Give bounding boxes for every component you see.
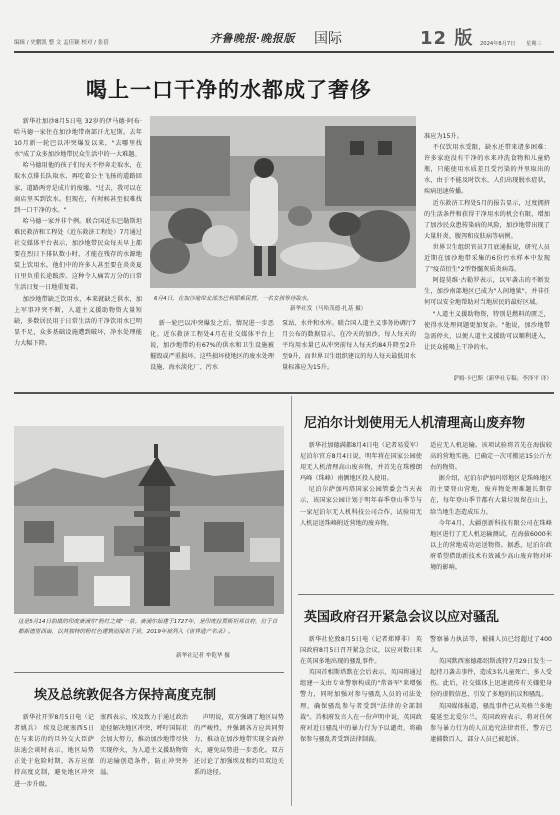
paragraph: 新华社加沙8月5日电 32岁的伊马德·阿布·哈马德一家住在加沙地带南部汗尤尼斯。去年10月新一轮巴以冲突爆发以来，"去哪里找水"成了众多加沙地带民众生活中的一大难题。 (14, 118, 142, 159)
photo-illustration (150, 116, 416, 288)
article1-column-left (14, 116, 142, 348)
paragraph: 英国媒体报道，骚乱事件已从英格兰多地蔓延至北爱尔兰。英国政府表示，将对任何参与暴力行为的人员追究法律责任，警方已逮捕数百人，部分人员已被起诉。 (430, 702, 552, 743)
paragraph: 今年4月，大疆创新科技有限公司在珠峰地区进行了无人机运输测试，在海拔6000米以上的营地成功运送物资。据悉，尼泊尔政府希望借助新技术有效减少高山废弃物对环境的影响。 (430, 519, 552, 572)
article4-column-1 (14, 712, 94, 810)
photo2-caption (18, 617, 280, 637)
paragraph: 新华社开罗8月5日电（记者姚兵） 埃及总统塞西5日在与来访的约旦外交大臣萨法迪会谈时表示，地区局势正处于危险时期，各方应保持高度克制，避免地区冲突进一步升级。 (14, 714, 94, 788)
article1-bottom-right (282, 318, 416, 378)
article1-column-right (424, 131, 550, 374)
issue-weekday: 星期三 (526, 41, 542, 47)
paragraph: 哈马德用他的孩子们每天不停奔走取水，在取水点排长队取水，再吃着公主飞扬的道路回家，道路两旁是成片的废墟。"过去，我可以在商店里买到饮水。但现在，有时候甚至很难找到一口干净的水。" (14, 162, 142, 214)
column-divider (291, 396, 292, 806)
paragraph: 新一轮巴以冲突爆发之后，情况进一步恶化。近东救济工程处4月在社交媒体平台上说，加沙地带约有67%的供水和卫生设施被摧毁或严重损坏。这些损坏使地区的废水处理设施、海水淡化厂、污水 (150, 320, 274, 372)
paragraph: 世界卫生组织官员7月底通报说，研究人员近期在加沙地带采集的6份污水样本中发现了"疫苗衍生"2型脊髓灰质炎病毒。 (424, 243, 550, 274)
photo1-credit: 新华社发（马哈茂德·扎基 摄） (290, 306, 367, 312)
article2-column-left (300, 440, 422, 580)
photo2-caption-text: 这是5月14日拍摄的印度斋浦尔"粉红之城"一景。斋浦尔始建于1727年，是印度拉贾斯坦邦首府，位于首都新德里西南，以其独特的粉红色建筑而闻名于世，2019年被列入《世界遗产名录》。 (18, 619, 278, 635)
paragraph: 英国默西塞德郡绍斯波特7月29日发生一起持刀袭击事件，造成3名儿童死亡、多人受伤。此后，社交媒体上迅速流传有关嫌犯身份的虚假信息，引发了多地的抗议和骚乱。 (430, 658, 552, 699)
header-staff: 编辑 / 史鹏凯 整 文 孟佳颖 校对 / 张蓓 (14, 40, 109, 46)
page-number: 12 版 (420, 28, 474, 49)
paragraph: 加沙地带缺乏饮用水，本来就缺乏供水，加上军事冲突不断，人道主义援助物资大量短缺，多数居民用于日常生活的干净饮用水已明显不足，众多基础设施遭到破坏，净水处理能力大幅下降。 (14, 295, 142, 347)
paragraph: 英国首相斯塔默在会后表示，英国将通过组建一支由专业警察构成的"常备军"来增强警力，同时加强对参与骚乱人员的司法处理，确保骚乱参与者受到"法律的全部制裁"。首相府发言人在一份声明中说，英国政府对近日骚乱中的暴力行为予以谴责，将确保参与骚乱者受到法律制裁。 (300, 669, 422, 743)
paragraph: 警察暴力执法等，被捕人员已经超过了400人。 (430, 636, 552, 655)
paragraph: 泵站、水井和水库。联合国人道主义事务协调厅7月公布的数据显示，在冷天的加沙，每人每天的平均用水量已从冲突前每人每天约84升降至2升至9升，而世界卫生组织建议的每人每天最低用水量标准应为15升。 (282, 320, 416, 372)
paragraph: 准应为15升。 (424, 133, 463, 140)
article1-bottom-left (150, 318, 274, 378)
gaza-girl-water-photo (150, 116, 416, 288)
article1-byline: 萨姆·卡巴斯（新华社专稿；李泽平 译） (453, 376, 552, 382)
article4-column-2 (100, 712, 188, 810)
paragraph: 声明说，双方强调了地区局势的严峻性，并强调各方应共同努力，推动在加沙地带实现全面停火，避免局势进一步恶化。双方还讨论了加强埃及和约旦双边关系的途径。 (194, 714, 284, 777)
masthead-logo: 齐鲁晚报·晚报版 (210, 32, 295, 45)
issue-date: 2024年8月7日 (480, 41, 516, 47)
headline-nepal-drones: 尼泊尔计划使用无人机清理高山废弃物 (304, 416, 526, 431)
article3-column-right (430, 634, 552, 812)
paragraph: 新华社加德满都8月4日电（记者易爱军） 尼泊尔官方8月4日说，明年将在国家公园使用无人机清理高山废弃物，并首先在珠穆朗玛峰（珠峰）南侧地区投入使用。 (300, 442, 422, 483)
paragraph: 据介绍，尼泊尔萨加玛塔地区是珠峰地区的主要登山营地，废弃物处理难题长期存在，每年登山季节都有大量垃圾留在山上，给当地生态造成压力。 (430, 475, 552, 516)
paragraph: 尼泊尔萨加玛塔国家公园管委会当天表示，该国家公园计划于明年春季登山季节与一家尼泊尔无人机科技公司合作，试验用无人机运送珠峰附近营地的废弃物。 (300, 486, 422, 527)
section-title: 国际 (314, 31, 342, 47)
paragraph: "人道主义援助物资，特别是燃料的匮乏，使得水处理问题更加复杂。"他说，加沙地带急需停火，以便人道主义援助可以顺利进入，让民众能喝上干净的水。 (424, 310, 550, 351)
paragraph: 哈马德一家并非个例。联合国近东巴勒斯坦难民救济和工程处（近东救济工程处）7月通过社交媒体平台表示，加沙地带民众每天早上都要在烈日下排队数小时，才能在残存的水源地装上饮用水，他们中的许多人甚至要在炎炎夏日里负重长途跋涉。这种令人痛苦万分的日常生活日复一日地重复着。 (14, 217, 142, 292)
paragraph: 阿提莫维·古勒罗表示，以军袭击的不断发生，加沙南部地区已成为"人间地狱"，并非任何可以安全地帮助对当地居民的最好区域。 (424, 277, 550, 307)
headline-gaza-water: 喝上一口干净的水都成了奢侈 (86, 77, 372, 102)
photo1-caption-text: 6月4日，在加沙地带北部杰巴利耶难民营，一名女孩等待取水。 (154, 296, 313, 302)
photo2-credit: 新华社记者 牟乾华 摄 (176, 653, 230, 659)
section-rule (14, 392, 554, 394)
article3-column-left (300, 634, 422, 812)
paragraph: 近东救济工程处5月的报告显示，过度拥挤的生活条件和获得干净用水的机会有限，增加了加沙民众患传染病的风险，加沙地带出现了大量肝炎、腹泻和皮肤病等病例。 (424, 199, 550, 240)
article4-column-3 (194, 712, 284, 810)
paragraph: 新华社伦敦8月5日电（记者郑博非） 英国政府8月5日召开紧急会议，以应对数日来在英国多地出现的骚乱事件。 (300, 636, 422, 666)
article2-column-right (430, 440, 552, 580)
article-rule (298, 594, 554, 595)
header-rule (14, 51, 554, 53)
headline-uk-riots: 英国政府召开紧急会议以应对骚乱 (304, 610, 500, 625)
paragraph: 塞西表示，埃及致力于通过政治途径解决地区冲突，呼吁国际社会加大努力，推动加沙地带尽快实现停火，为人道主义援助物资的运输创造条件，防止冲突外溢。 (100, 714, 188, 777)
article-rule (14, 672, 284, 673)
paragraph: 适应无人机运输。该项试验将首先在海拔较高的营地实施，已确定一次可搬运15公斤左右的物资。 (430, 442, 552, 472)
headline-egypt-restraint: 埃及总统敦促各方保持高度克制 (34, 688, 217, 703)
photo-illustration (14, 426, 284, 614)
photo1-caption (154, 294, 416, 304)
paragraph: 不仅饮用水受限，缺水还带来诸多困难：许多家庭没有干净的水来冲洗食物和儿童奶瓶，只能使用水质差且受污染的井里取出的水，由于不能及时饮水，人们出现脱水症状，疾病迅速传播。 (424, 144, 550, 196)
jaipur-pink-city-photo (14, 426, 284, 614)
